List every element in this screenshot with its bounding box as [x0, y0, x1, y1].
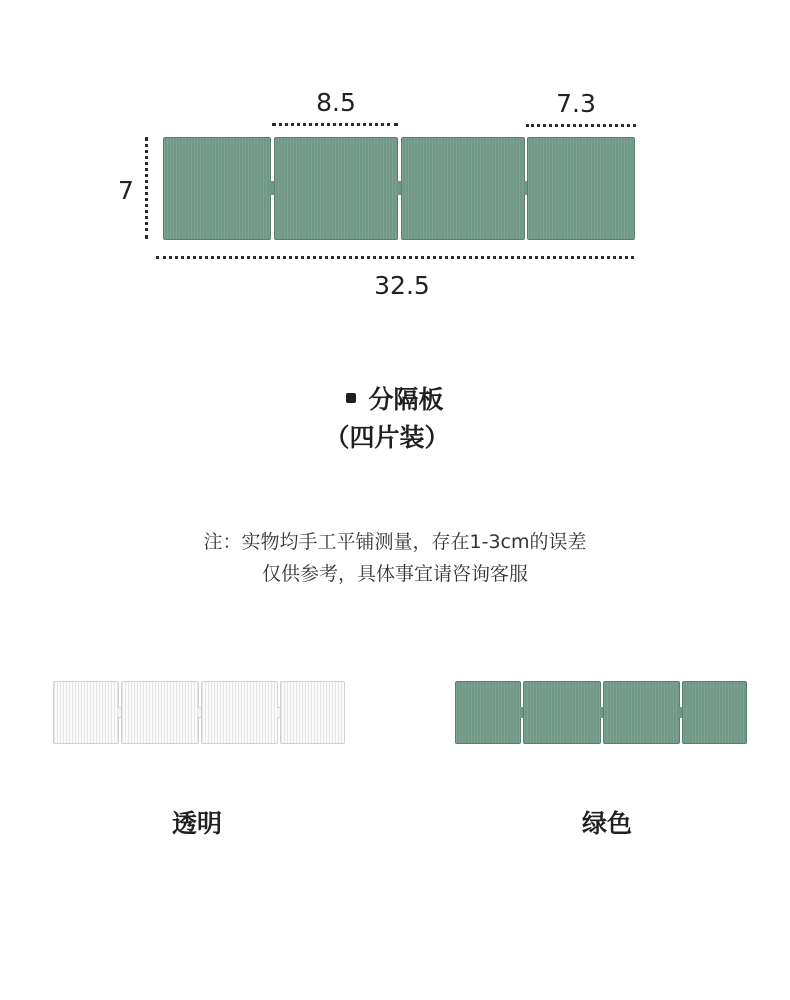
variant-label-green: 绿色: [581, 809, 632, 838]
bullet-icon: [346, 393, 356, 403]
divider-panel: [201, 681, 278, 744]
divider-panel: [603, 681, 680, 744]
divider-panel: [401, 137, 525, 240]
green-divider-strip: [455, 681, 747, 744]
panel-width-label: 8.5: [316, 88, 356, 117]
divider-panel: [121, 681, 199, 744]
divider-panel: [274, 137, 398, 240]
divider-panel: [280, 681, 345, 744]
height-label: 7: [118, 176, 134, 205]
height-dotted-line: [145, 137, 148, 239]
measurement-note-line2: 仅供参考，具体事宜请咨询客服: [261, 563, 528, 585]
divider-panel: [455, 681, 521, 744]
divider-panel: [682, 681, 747, 744]
end-panel-width-label: 7.3: [556, 89, 596, 118]
product-name: 分隔板: [368, 385, 444, 414]
green-divider-strip-large: [163, 137, 635, 240]
divider-panel: [163, 137, 271, 240]
divider-panel: [53, 681, 119, 744]
panel-width-dotted-line: [272, 123, 398, 126]
product-pack: （四片装）: [324, 423, 450, 452]
measurement-note-line1: 注：实物均手工平铺测量，存在1-3cm的误差: [203, 531, 587, 553]
variant-label-transparent: 透明: [171, 809, 222, 838]
divider-panel: [527, 137, 635, 240]
end-panel-width-dotted-line: [526, 124, 636, 127]
total-length-label: 32.5: [374, 271, 430, 300]
transparent-divider-strip: [53, 681, 345, 744]
total-length-dotted-line: [156, 256, 634, 259]
product-title: [0, 380, 790, 416]
divider-panel: [523, 681, 601, 744]
